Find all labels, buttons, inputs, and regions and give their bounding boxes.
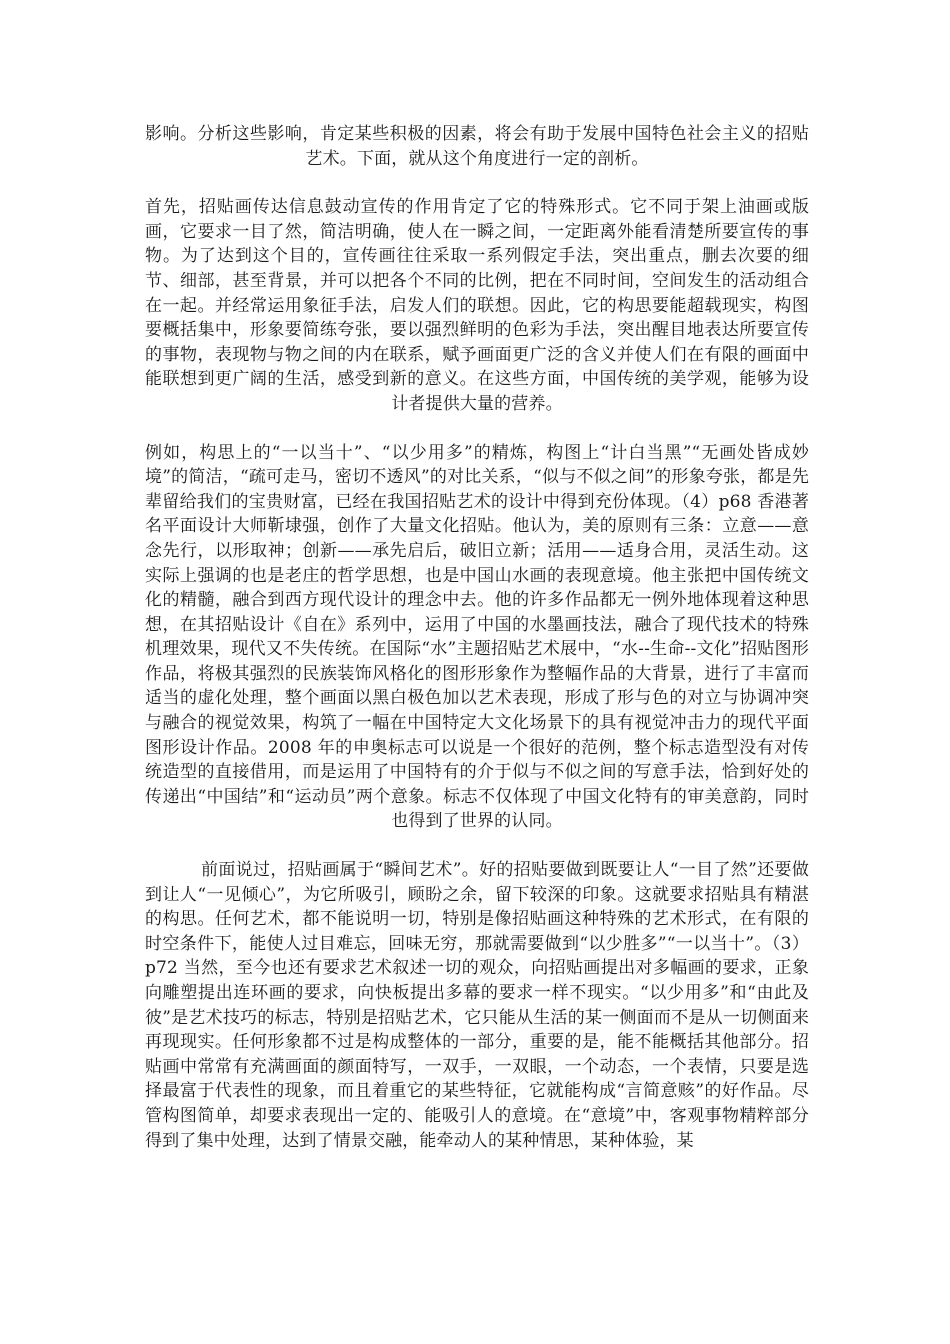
body-text	[145, 122, 809, 1153]
paragraph-poster-function: 首先，招贴画传达信息鼓动宣传的作用肯定了它的特殊形式。它不同于架上油画或版画，它要求一目了然，简洁明确，使人在一瞬之间，一定距离外能看清楚所要宣传的事物。为了达到这个目的，宣传画往往采取一系列假定手法，突出重点，删去次要的细节、细部，甚至背景，并可以把各个不同的比例，把在不同时间，空间发生的活动组合在一起。并经常运用象征手法，启发人们的联想。因此，它的构思要能超载现实，构图要概括集中，形象要简练夸张，要以强烈鲜明的色彩为手法，突出醒目地表达所要宣传的事物，表现物与物之间的内在联系，赋予画面更广泛的含义并使人们在有限的画面中能联想到更广阔的生活，感受到新的意义。在这些方面，中国传统的美学观，能够为设计者提供大量的营养。	[145, 197, 809, 414]
paragraph-examples: 例如，构思上的“一以当十”、“以少用多”的精炼，构图上“计白当黑”“无画处皆成妙境”的简洁，“疏可走马，密切不透风”的对比关系，“似与不似之间”的形象夸张，都是先辈留给我们的宝贵财富，已经在我国招贴艺术的设计中得到充份体现。（4）p68 香港著名平面设计大师靳埭强，创作了大量文化招贴。他认为，美的原则有三条：立意——意念先行，以形取神；创新——承先启后，破旧立新；活用——适身合用，灵活生动。这实际上强调的也是老庄的哲学思想，也是中国山水画的表现意境。他主张把中国传统文化的精髓，融合到西方现代设计的理念中去。他的许多作品都无一例外地体现着这种思想，在其招贴设计《自在》系列中，运用了中国的水墨画技法，融合了现代技术的特殊机理效果，现代又不失传统。在国际“水”主题招贴艺术展中，“水--生命--文化”招贴图形作品，将极其强烈的民族装饰风格化的图形形象作为整幅作品的大背景，进行了丰富而适当的虚化处理，整个画面以黑白极色加以艺术表现，形成了形与色的对立与协调冲突与融合的视觉效果，构筑了一幅在中国特定大文化场景下的具有视觉冲击力的现代平面图形设计作品。2008 年的申奥标志可以说是一个很好的范例，整个标志造型没有对传统造型的直接借用，而是运用了中国特有的介于似与不似之间的写意手法，恰到好处的传递出“中国结”和“运动员”两个意象。标志不仅体现了中国文化特有的审美意韵，同时也得到了世界的认同。	[145, 442, 809, 832]
paragraph-intro-continuation: 影响。分析这些影响，肯定某些积极的因素，将会有助于发展中国特色社会主义的招贴艺术。下面，就从这个角度进行一定的剖析。	[145, 124, 809, 169]
paragraph-instant-art: 前面说过，招贴画属于“瞬间艺术”。好的招贴要做到既要让人“一目了然”还要做到让人“一见倾心”，为它所吸引，顾盼之余，留下较深的印象。这就要求招贴具有精湛的构思。任何艺术，都不能说明一切，特别是像招贴画这种特殊的艺术形式，在有限的时空条件下，能使人过目难忘，回味无穷，那就需要做到“以少胜多”“一以当十”。（3） p72 当然，至今也还有要求艺术叙述一切的观众，向招贴画提出对多幅画的要求，正象向雕塑提出连环画的要求，向快板提出多幕的要求一样不现实。“以少用多”和“由此及彼”是艺术技巧的标志，特别是招贴艺术，它只能从生活的某一侧面而不是从一切侧面来再现现实。任何形象都不过是构成整体的一部分，重要的是，能不能概括其他部分。招贴画中常常有充满画面的颜面特写，一双手，一双眼，一个动态，一个表情，只要是选择最富于代表性的现象，而且着重它的某些特征，它就能构成“言简意赅”的好作品。尽管构图简单，却要求表现出一定的、能吸引人的意境。在“意境”中，客观事物精粹部分得到了集中处理，达到了情景交融，能牵动人的某种情思，某种体验，某	[145, 860, 809, 1151]
